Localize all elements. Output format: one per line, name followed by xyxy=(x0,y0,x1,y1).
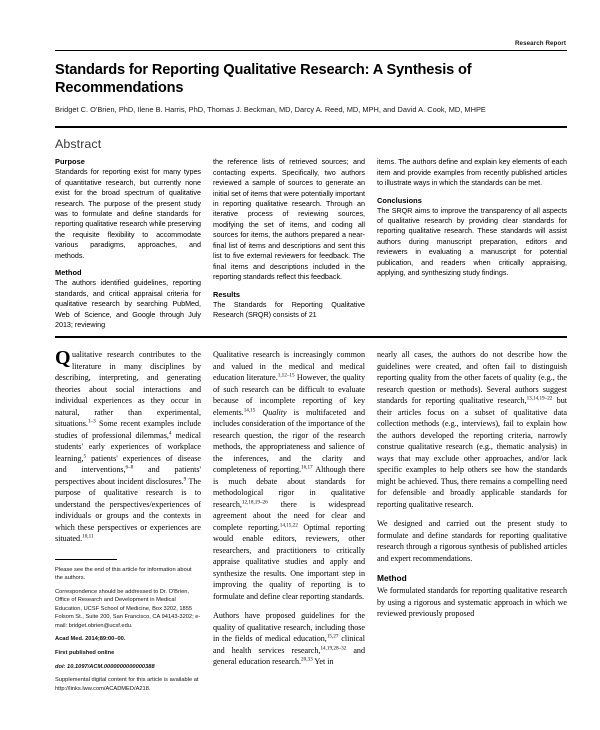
citation-ref: 12,18,19–26 xyxy=(241,499,268,505)
body-text-segment: patients' experiences of disease and interventions, xyxy=(55,453,201,475)
body-paragraph-intro xyxy=(55,349,201,544)
page-title: Standards for Reporting Qualitative Research: A Synthesis of Recommendations xyxy=(55,62,472,97)
citation-ref: 16,17 xyxy=(301,464,313,471)
footnote-divider xyxy=(55,559,117,560)
running-head: Research Report xyxy=(514,40,566,47)
abstract-columns xyxy=(55,157,567,330)
body-text-segment: nearly all cases, the authors do not describe how the guidelines were created, and often fail to distinguish reporting quality from the other facets of quality (e.g., the research question or methods). Several authors suggest standards for reporting qualitative research, xyxy=(377,350,567,406)
citation-ref: 14,15 xyxy=(243,407,256,414)
body-text-segment: and patients' perspectives about incident disclosures. xyxy=(55,465,201,486)
citation-ref: 5 xyxy=(83,453,87,460)
body-text-segment: Although there is much debate about standards for methodological rigor in qualitative research, xyxy=(213,465,365,509)
abstract-results-text-continued: items. The authors define and explain key elements of each item and provide examples from recently published articles to illustrate ways in which the standards can be met. xyxy=(377,157,567,188)
body-text-segment: Optimal reporting would enable editors, reviewers, other researchers, and practitioners to critically appraise qualitative studies and apply and synthesize the results. One important step in improving the quality of reporting is to formulate and define clear reporting standards. xyxy=(213,522,365,601)
body-text-segment: Authors have proposed guidelines for the quality of qualitative research, including those in the fields of medical education, xyxy=(213,611,365,644)
abstract-method-text-continued: the reference lists of retrieved sources; and contacting experts. Specifically, two authors reviewed a sample of sources to generate an initial set of items that were potentially important in reporting qualitative research. Through an iterative process of reviewing sources, modifying the set of items, and coding all sources for items, the authors prepared a near-final list of items and descriptions and sent this list to five external reviewers for feedback. The final items and descriptions included in the reporting standards reflect this feedback. xyxy=(213,157,365,282)
body-column-2 xyxy=(213,349,365,693)
footnote-supplemental-content: Supplemental digital content for this article is available at http://links.lww.com/ACADMED/A218. xyxy=(55,677,199,692)
citation-ref: 1–3 xyxy=(87,418,96,425)
body-text-segment: is multifaceted and includes consideration of the importance of the research question, the rigor of the research methods, the appropriateness and salience of the inferences, and the clarity and completeness of reporting. xyxy=(213,407,366,475)
citation-ref: 9 xyxy=(183,476,187,483)
abstract-column-3 xyxy=(377,157,567,330)
body-paragraph-method: We formulated standards for reporting qualitative research by using a rigorous and systematic approach in which we reviewed previously proposed xyxy=(377,586,567,619)
footnote-citation: Acad Med. 2014;89:00–00. xyxy=(55,636,126,643)
body-text-segment: Yet in xyxy=(312,656,334,666)
body-column-3 xyxy=(377,349,567,693)
body-paragraph-purpose: We designed and carried out the present study to formulate and define standards for reporting qualitative research through a rigorous synthesis of published articles and expert recommendations. xyxy=(377,519,567,563)
abstract-bottom-divider xyxy=(55,336,567,338)
footnote-doi: doi: 10.1097/ACM.0000000000000388 xyxy=(55,663,155,670)
citation-ref: 10,11 xyxy=(82,533,94,540)
abstract-column-1 xyxy=(55,157,201,330)
body-text-segment: Qualitative research is increasingly common and valued in the medical and medical education literature. xyxy=(213,350,365,383)
body-paragraph-gap xyxy=(377,349,567,510)
footnote-author-note: Please see the end of this article for information about the authors. xyxy=(55,566,192,582)
abstract-heading: Abstract xyxy=(55,137,102,152)
body-column-1 xyxy=(55,349,201,693)
citation-ref: 4 xyxy=(168,430,172,437)
body-text-segment: Some recent examples include studies of professional dilemmas, xyxy=(55,419,201,440)
body-text-segment: there is widespread agreement about the need for clear and complete reporting. xyxy=(213,499,365,532)
body-paragraph-guidelines xyxy=(213,610,365,667)
section-heading-method: Method xyxy=(377,573,407,584)
abstract-column-2 xyxy=(213,157,365,330)
citation-ref: 14,15,22 xyxy=(279,521,298,528)
abstract-results-text: The Standards for Reporting Qualitative Research (SRQR) consists of 21 xyxy=(213,299,365,319)
abstract-top-divider xyxy=(55,126,567,128)
footnote-first-published: First published online xyxy=(55,650,115,656)
citation-ref: 15,27 xyxy=(326,633,339,640)
body-text-segment: clinical and health services research, xyxy=(213,634,365,655)
body-paragraph-quality xyxy=(213,349,365,602)
body-text-segment: but their articles focus on a subset of qualitative data collection methods (e.g., interviews), fail to explain how the authors developed the reporting criteria, narrowly construe qualitative research (e.g., thematic analysis) in ways that may exclude other approaches, and/or lack specific examples to help others see how the standards might be achieved. Thus, there remains a compelling need for defensible and broadly applicable standards for reporting qualitative research. xyxy=(377,396,567,509)
abstract-method-text: The authors identified guidelines, reporting standards, and critical appraisal criteria for qualitative research by searching PubMed, Web of Science, and Google through July 2013; reviewing xyxy=(55,278,201,329)
emphasized-term: Quality xyxy=(262,407,287,417)
body-text-segment: However, the quality of such research can be difficult to evaluate because of incomplete reporting of key elements. xyxy=(213,373,366,417)
body-text-segment: The purpose of qualitative research is to understand the perspectives/experiences of individuals or groups and the contexts in which these perspectives or experiences are situated. xyxy=(55,476,202,544)
author-list: Bridget C. O'Brien, PhD, Ilene B. Harris, PhD, Thomas J. Beckman, MD, Darcy A. Reed, MD, MPH, and David A. Cook, MD, MHPE xyxy=(55,104,486,114)
header-divider xyxy=(55,50,567,51)
abstract-conclusions-heading: Conclusions xyxy=(377,195,422,205)
abstract-purpose-heading: Purpose xyxy=(55,157,85,167)
abstract-purpose-text: Standards for reporting exist for many types of quantitative research, but currently none exist for the broad spectrum of qualitative research. The purpose of the present study was to formulate and define standards for reporting qualitative research while preserving the requisite flexibility to accommodate various paradigms, approaches, and methods. xyxy=(55,167,201,260)
footnote-correspondence: Correspondence should be addressed to Dr. O'Brien, Office of Research and Development in Medical Education, UCSF School of Medicine, Box 3202, 1855 Folsom St., Suite 200, San Francisco, CA 94143-3202; e-mail: bridget.obrien@ucsf.edu. xyxy=(55,588,201,629)
body-columns xyxy=(55,349,567,693)
citation-ref: 6–8 xyxy=(125,464,134,471)
citation-ref: 20,33 xyxy=(301,656,313,663)
citation-ref: 13,14,19–22 xyxy=(526,395,553,402)
body-text-segment: and general education research. xyxy=(213,645,366,666)
abstract-conclusions-text: The SRQR aims to improve the transparency of all aspects of qualitative research by providing clear standards for reporting qualitative research. These standards will assist authors during manuscript preparation, editors and reviewers in evaluating a manuscript for potential publication, and readers when critically appraising, applying, and synthesizing study findings. xyxy=(377,205,567,278)
body-text-segment: medical students' early experiences of workplace learning, xyxy=(55,430,201,463)
abstract-results-heading: Results xyxy=(213,289,241,299)
citation-ref: 14,19,28–32 xyxy=(320,644,347,651)
citation-ref: 1,12–15 xyxy=(277,372,295,379)
body-text-segment: Qualitative research contributes to the literature in many disciplines by describing, interpreting, and generating theories about social interactions and individual experiences as they occur in natural, rather than experimental, situations. xyxy=(55,347,201,429)
abstract-method-heading: Method xyxy=(55,268,82,278)
